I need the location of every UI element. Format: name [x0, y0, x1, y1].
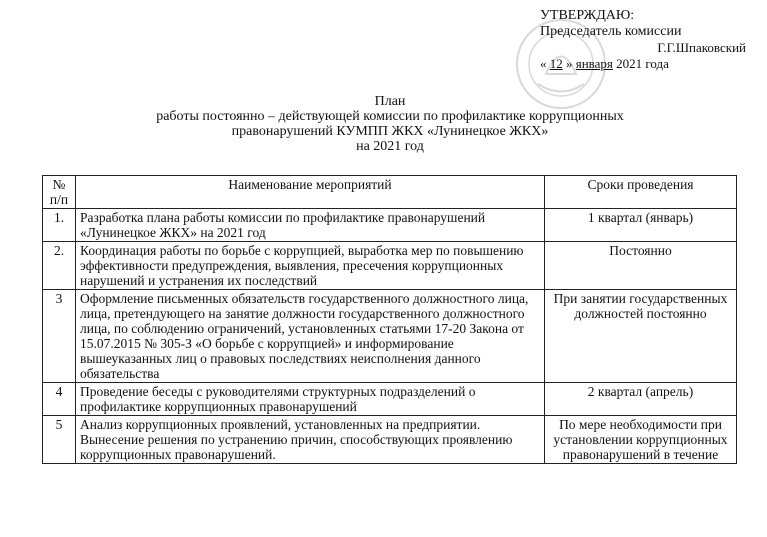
row-name: Координация работы по борьбе с коррупцией, выработка мер по повышению эффективности предупреждения, выявления, пресечения коррупционных нарушений и устранения их последствий	[76, 242, 545, 290]
row-name: Разработка плана работы комиссии по профилактике правонарушений «Лунинецкое ЖКХ» на 2021 год	[76, 209, 545, 242]
header-name: Наименование мероприятий	[76, 176, 545, 209]
header-num: № п/п	[43, 176, 76, 209]
header-term: Сроки проведения	[545, 176, 737, 209]
row-name: Оформление письменных обязательств государственного должностного лица, лица, претендующего на занятие должности государственного должностного лица, по соблюдению ограничений, установленных статьями 17-20 Закона от 15.07.2015 № 305-З «О борьбе с коррупцией» и информирование вышеуказанных лиц о правовых последствиях неисполнения данного обязательства	[76, 290, 545, 383]
document-header	[60, 94, 720, 154]
approval-block	[520, 8, 760, 72]
approval-month: января	[575, 56, 613, 71]
plan-table	[42, 175, 737, 464]
row-num: 5	[43, 416, 76, 464]
row-name: Проведение беседы с руководителями структурных подразделений о профилактике коррупционных правонарушений	[76, 383, 545, 416]
table-header-row	[43, 176, 737, 209]
row-num: 4	[43, 383, 76, 416]
table-row	[43, 242, 737, 290]
document-subtitle-2: правонарушений КУМПП ЖКХ «Лунинецкое ЖКХ»	[231, 124, 549, 139]
row-term: 2 квартал (апрель)	[545, 383, 737, 416]
row-term: Постоянно	[545, 242, 737, 290]
row-num: 3	[43, 290, 76, 383]
document-title: План	[374, 94, 406, 109]
page-bottom-edge	[0, 529, 767, 537]
approval-day: 12	[549, 56, 563, 71]
row-num: 2.	[43, 242, 76, 290]
approval-year: 2021 года	[616, 56, 669, 71]
table-row	[43, 209, 737, 242]
approval-date: « 12 » января 2021 года	[540, 56, 669, 71]
approve-word: УТВЕРЖДАЮ:	[540, 8, 635, 23]
row-term: 1 квартал (январь)	[545, 209, 737, 242]
table-row	[43, 416, 737, 464]
approver-position: Председатель комиссии	[540, 24, 682, 39]
table-row	[43, 290, 737, 383]
document-subtitle-1: работы постоянно – действующей комиссии по профилактике коррупционных	[156, 109, 624, 124]
approver-name: Г.Г.Шпаковский	[657, 40, 746, 55]
row-name: Анализ коррупционных проявлений, установленных на предприятии. Вынесение решения по устранению причин, способствующих проявлению коррупционных правонарушений.	[76, 416, 545, 464]
table-row	[43, 383, 737, 416]
row-term: По мере необходимости при установлении коррупционных правонарушений в течение	[545, 416, 737, 464]
document-year: на 2021 год	[356, 139, 424, 154]
row-term: При занятии государственных должностей постоянно	[545, 290, 737, 383]
row-num: 1.	[43, 209, 76, 242]
